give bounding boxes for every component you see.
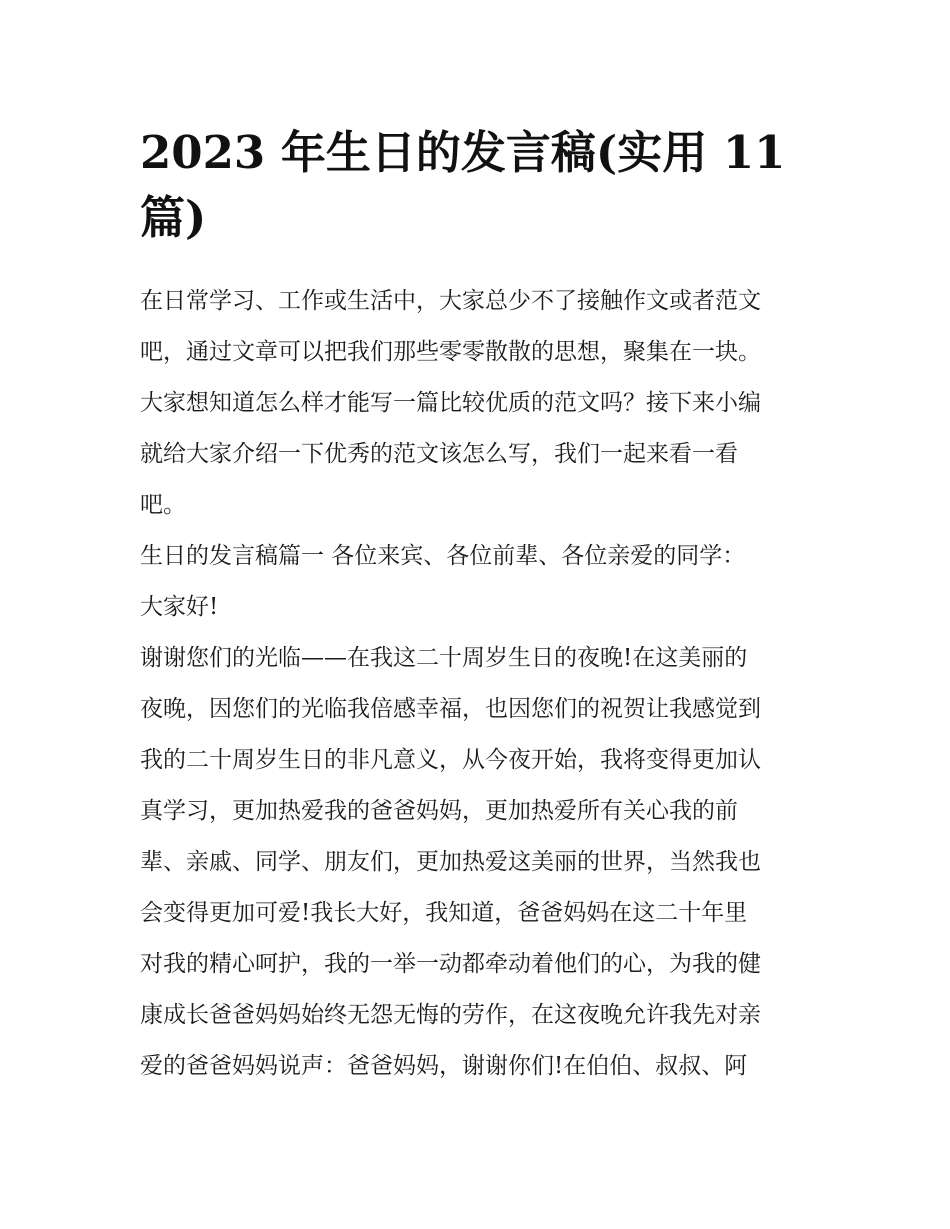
text-line: 大家想知道怎么样才能写一篇比较优质的范文吗？接下来小编 — [140, 390, 761, 416]
title-line-1: 2023 年生日的发言稿(实用 11 — [140, 126, 786, 179]
text-line: 康成长爸爸妈妈始终无怨无悔的劳作，在这夜晚允许我先对亲 — [140, 1002, 761, 1028]
text-line: 对我的精心呵护，我的一举一动都牵动着他们的心，为我的健 — [140, 951, 761, 977]
text-line: 在日常学习、工作或生活中，大家总少不了接触作文或者范文 — [140, 288, 761, 314]
text-line: 吧，通过文章可以把我们那些零零散散的思想，聚集在一块。 — [140, 339, 761, 365]
text-line: 谢谢您们的光临——在我这二十周岁生日的夜晚!在这美丽的 — [140, 645, 748, 671]
title-line-2: 篇) — [140, 191, 207, 244]
greeting-line: 大家好! — [140, 594, 219, 620]
text-line: 辈、亲戚、同学、朋友们，更加热爱这美丽的世界，当然我也 — [140, 849, 761, 875]
text-line: 爱的爸爸妈妈说声：爸爸妈妈，谢谢你们!在伯伯、叔叔、阿 — [140, 1053, 748, 1079]
text-line: 就给大家介绍一下优秀的范文该怎么写，我们一起来看一看 — [140, 441, 738, 467]
section-heading-line: 生日的发言稿篇一 各位来宾、各位前辈、各位亲爱的同学： — [140, 543, 746, 569]
document-body — [140, 276, 830, 1092]
text-line: 会变得更加可爱!我长大好，我知道，爸爸妈妈在这二十年里 — [140, 900, 748, 926]
text-line: 吧。 — [140, 492, 186, 518]
document-title — [140, 120, 820, 250]
text-line: 夜晚，因您们的光临我倍感幸福，也因您们的祝贺让我感觉到 — [140, 696, 761, 722]
text-line: 真学习，更加热爱我的爸爸妈妈，更加热爱所有关心我的前 — [140, 798, 738, 824]
text-line: 我的二十周岁生日的非凡意义，从今夜开始，我将变得更加认 — [140, 747, 761, 773]
